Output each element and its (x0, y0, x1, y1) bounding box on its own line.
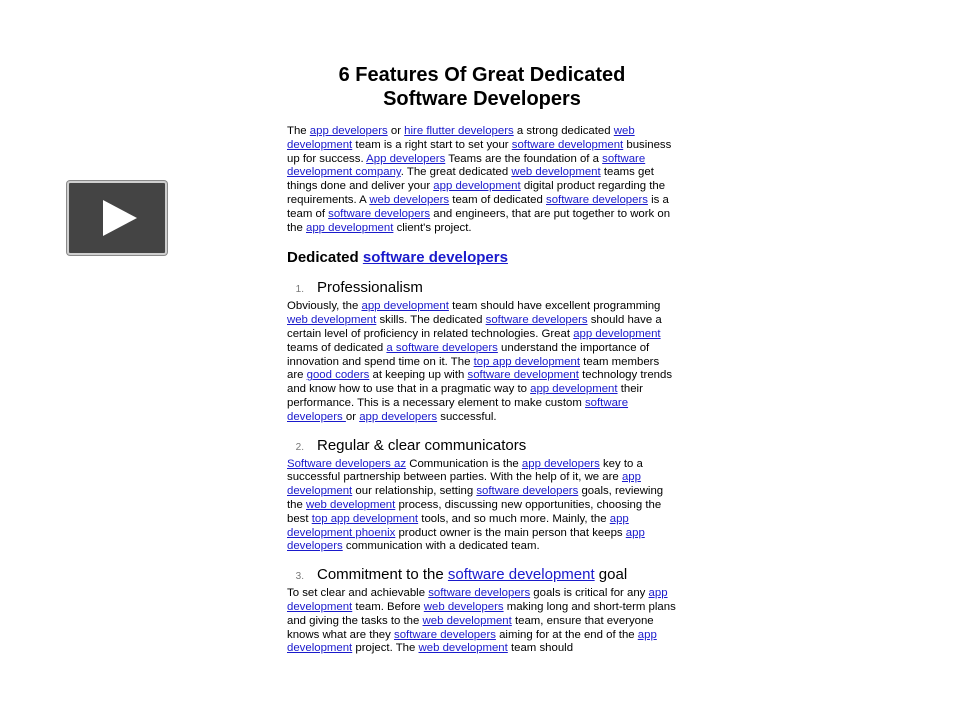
text-link[interactable]: top app development (311, 512, 419, 525)
text-run: technology trends and know how to use that in a pragmatic way to (287, 369, 673, 396)
text-link[interactable]: hire flutter developers (404, 125, 514, 137)
text-link[interactable]: web developers (369, 193, 450, 206)
text-link[interactable]: software developers (476, 485, 579, 498)
text-run: successful. (437, 410, 497, 423)
text-link[interactable]: software developers (428, 587, 531, 600)
text-link[interactable]: app development (361, 300, 449, 313)
text-run: To set clear and achievable (287, 587, 429, 600)
text-run: . The great dedicated (400, 166, 512, 179)
text-run: goal (594, 566, 628, 584)
text-run: team is a right start to set your (352, 138, 512, 151)
text-run: teams get things done and deliver your (287, 166, 654, 193)
text-link[interactable]: software developers (287, 396, 629, 423)
text-link[interactable]: software developers (485, 314, 588, 327)
text-run: The (287, 125, 310, 137)
text-link[interactable]: Software developers az (287, 457, 407, 470)
feature-body (287, 587, 677, 656)
text-run: or (387, 125, 405, 137)
feature-heading (287, 437, 677, 457)
text-run: teams of dedicated (287, 341, 387, 354)
text-run: key to a successful partnership between parties. With the help of it, we are (287, 457, 643, 484)
feature-body (287, 458, 677, 555)
text-run: Professionalism (317, 279, 423, 297)
feature-body (287, 300, 677, 424)
text-run: and engineers, that are put together to work on the (287, 207, 671, 234)
text-link[interactable]: app development (287, 628, 657, 655)
text-link[interactable]: web developers (423, 600, 504, 613)
feature-list (287, 279, 677, 656)
text-run: communication with a dedicated team. (342, 540, 540, 553)
text-run: process, discussing new opportunities, choosing the best (287, 498, 662, 525)
text-run: should have a certain level of proficiency in related technologies. Great (287, 314, 662, 340)
text-link[interactable]: app developers (309, 125, 388, 137)
text-run: Dedicated (287, 249, 363, 267)
text-run: at keeping up with (369, 369, 468, 382)
text-run: making long and short-term plans and giving the tasks to the (287, 600, 676, 627)
text-link[interactable]: app development (530, 383, 618, 396)
text-link[interactable]: web development (418, 642, 508, 655)
text-link[interactable]: app development (573, 327, 661, 340)
text-link[interactable]: app development (287, 587, 668, 613)
text-run: team. Before (352, 600, 424, 613)
text-link[interactable]: software developers (362, 249, 508, 267)
text-run: team should (507, 642, 574, 655)
text-link[interactable]: app developers (521, 457, 600, 470)
text-run: team of dedicated (449, 193, 546, 206)
text-run: Commitment to the (317, 566, 448, 584)
document-page (287, 60, 677, 656)
text-run: goals is critical for any (530, 587, 649, 600)
text-run: or (345, 410, 360, 423)
text-link[interactable]: software developers (394, 628, 496, 641)
text-run: digital product regarding the requirements. A (287, 180, 666, 206)
play-icon (103, 200, 137, 236)
text-run: Regular & clear communicators (317, 436, 527, 454)
document-title (287, 63, 677, 111)
feature-heading (287, 279, 677, 299)
feature-number: 2. (295, 441, 304, 453)
text-link[interactable]: app development (306, 221, 394, 234)
text-run: Communication is the (406, 457, 522, 470)
text-link[interactable]: a software developers (386, 341, 498, 354)
text-link[interactable]: good coders (306, 369, 370, 382)
text-link[interactable]: software development (467, 369, 579, 382)
text-link[interactable]: software developers (328, 207, 431, 220)
text-run: goals, reviewing the (287, 485, 664, 511)
text-run: team should have excellent programming (448, 300, 661, 313)
text-link[interactable]: app development (287, 471, 641, 498)
text-link[interactable]: software development company (287, 152, 646, 179)
text-run: their performance. This is a necessary element to make custom (287, 383, 643, 409)
text-link[interactable]: app development phoenix (287, 512, 629, 539)
title-line-1: 6 Features Of Great Dedicated (338, 64, 626, 86)
text-link[interactable]: web development (287, 314, 377, 327)
text-link[interactable]: app developers (359, 410, 438, 423)
text-run: tools, and so much more. Mainly, the (418, 512, 610, 525)
text-run: our relationship, setting (352, 485, 477, 498)
text-link[interactable]: web development (306, 498, 396, 511)
text-run: skills. The dedicated (376, 314, 486, 327)
text-run: a strong dedicated (513, 125, 614, 137)
text-run: team members are (287, 355, 660, 382)
text-run: product owner is the main person that keeps (395, 526, 626, 539)
title-line-2: Software Developers (383, 88, 581, 110)
text-run: is a team of (287, 193, 669, 220)
text-link[interactable]: top app development (473, 355, 581, 368)
text-link[interactable]: web development (511, 166, 601, 179)
text-link[interactable]: web development (287, 125, 635, 151)
text-run: understand the importance of innovation and spend time on it. The (287, 341, 650, 368)
feature-heading (287, 566, 677, 586)
video-play-button[interactable] (67, 181, 167, 255)
feature-number: 1. (295, 284, 304, 296)
text-link[interactable]: app development (433, 180, 521, 193)
text-run: Obviously, the (287, 300, 362, 313)
text-link[interactable]: app developers (287, 526, 645, 553)
text-run: business up for success. (287, 138, 672, 165)
section-heading (287, 249, 677, 267)
text-run: client's project. (393, 221, 472, 234)
text-run: team, ensure that everyone knows what are they (287, 614, 654, 641)
intro-paragraph (287, 125, 677, 235)
text-link[interactable]: App developers (366, 152, 446, 165)
text-link[interactable]: software developers (546, 193, 648, 206)
text-link[interactable]: software development (447, 566, 595, 584)
text-run: aiming for at the end of the (495, 628, 638, 641)
text-link[interactable]: web development (422, 614, 512, 627)
text-run: Teams are the foundation of a (445, 152, 603, 165)
text-run: project. The (352, 642, 419, 655)
feature-number: 3. (295, 571, 304, 583)
text-link[interactable]: software development (511, 138, 624, 151)
